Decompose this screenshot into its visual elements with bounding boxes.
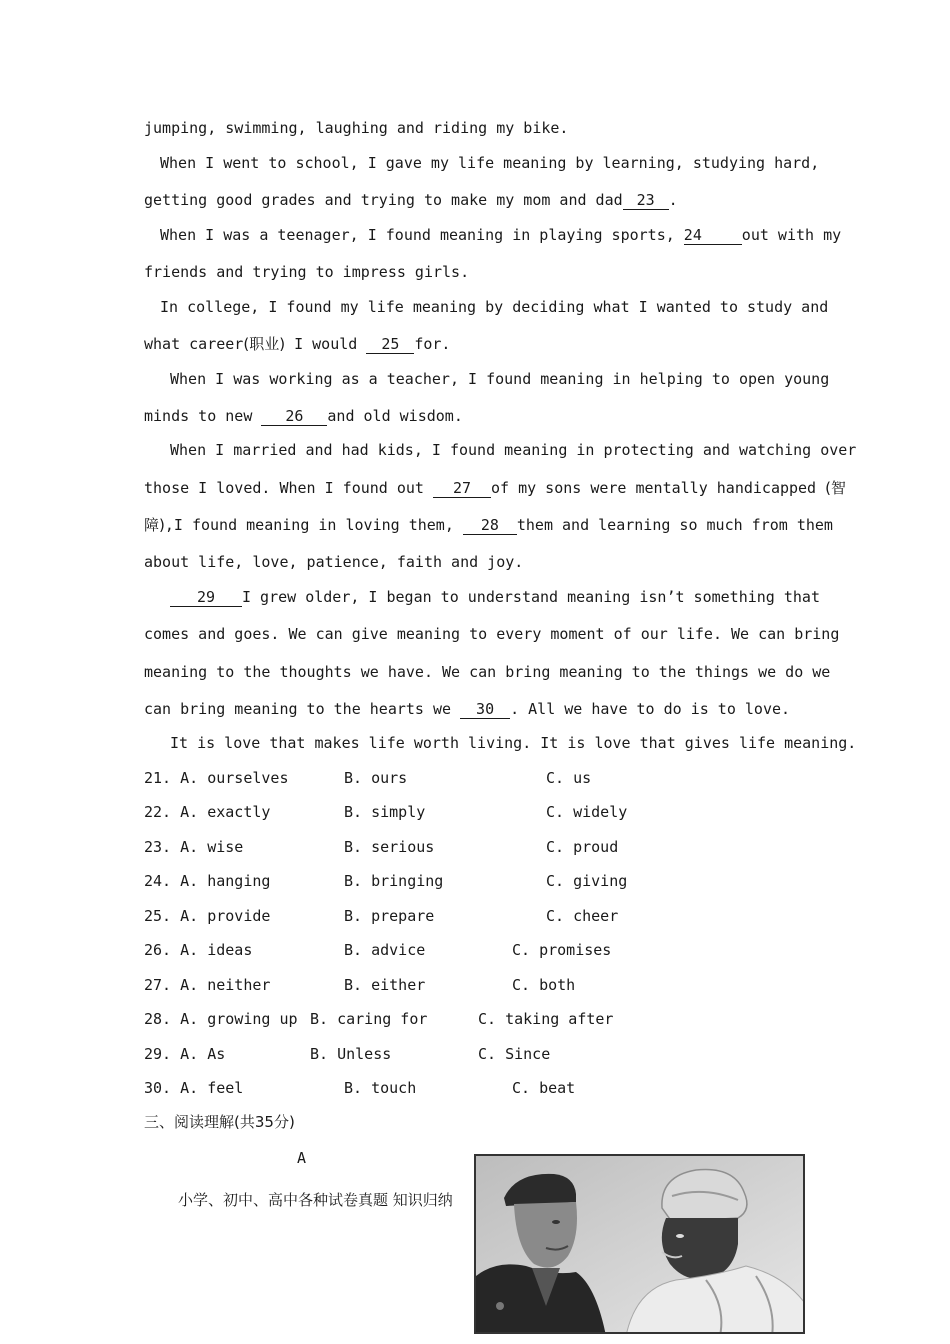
question-23-c: C. proud xyxy=(546,838,619,856)
question-30-b: B. touch xyxy=(344,1079,417,1097)
question-21-b: B. ours xyxy=(344,769,408,787)
passage-line: 障),I found meaning in loving them, 28 them and learning so much from them xyxy=(144,516,833,534)
passage-line: When I went to school, I gave my life meaning by learning, studying hard, xyxy=(160,154,820,172)
question-29-b: B. Unless xyxy=(310,1045,392,1063)
question-25-b: B. prepare xyxy=(344,907,435,925)
blank-24: 24 xyxy=(684,227,742,245)
blank-23: 23 xyxy=(623,192,669,210)
question-21-a: 21. A. ourselves xyxy=(144,769,289,787)
passage-line: getting good grades and trying to make my mom and dad 23 . xyxy=(144,191,678,209)
question-27-a: 27. A. neither xyxy=(144,976,271,994)
question-27-c: C. both xyxy=(512,976,576,994)
question-23-a: 23. A. wise xyxy=(144,838,244,856)
question-27-b: B. either xyxy=(344,976,426,994)
passage-line: When I married and had kids, I found meaning in protecting and watching over xyxy=(170,441,857,459)
passage-line: jumping, swimming, laughing and riding my bike. xyxy=(144,119,569,137)
passage-line: what career(职业) I would 25 for. xyxy=(144,335,451,353)
passage-line: comes and goes. We can give meaning to every moment of our life. We can bring xyxy=(144,625,840,643)
question-24-a: 24. A. hanging xyxy=(144,872,271,890)
question-29-a: 29. A. As xyxy=(144,1045,226,1063)
passage-label: A xyxy=(297,1149,307,1167)
blank-30: 30 xyxy=(460,701,510,719)
watermark-text: 小学、初中、高中各种试卷真题 知识归纳 xyxy=(178,1191,453,1209)
question-30-a: 30. A. feel xyxy=(144,1079,244,1097)
passage-line: When I was working as a teacher, I found meaning in helping to open young xyxy=(170,370,830,388)
question-25-c: C. cheer xyxy=(546,907,619,925)
question-24-c: C. giving xyxy=(546,872,628,890)
blank-29: 29 xyxy=(170,589,242,607)
blank-26: 26 xyxy=(261,408,327,426)
passage-line: 29 I grew older, I began to understand meaning isn’t something that xyxy=(144,587,806,607)
question-30-c: C. beat xyxy=(512,1079,576,1097)
passage-line: minds to new 26 and old wisdom. xyxy=(144,407,463,425)
question-26-b: B. advice xyxy=(344,941,426,959)
photo-two-men xyxy=(476,1156,805,1334)
question-29-c: C. Since xyxy=(478,1045,551,1063)
question-26-a: 26. A. ideas xyxy=(144,941,253,959)
question-28-a: 28. A. growing up xyxy=(144,1010,298,1028)
passage-line: can bring meaning to the hearts we 30 . All we have to do is to love. xyxy=(144,700,791,718)
question-23-b: B. serious xyxy=(344,838,435,856)
blank-27: 27 xyxy=(433,480,491,498)
question-22-b: B. simply xyxy=(344,803,426,821)
blank-25: 25 xyxy=(366,336,414,354)
section-heading: 三、阅读理解(共35分) xyxy=(144,1113,295,1131)
question-26-c: C. promises xyxy=(512,941,612,959)
blank-28: 28 xyxy=(463,517,517,535)
question-28-c: C. taking after xyxy=(478,1010,614,1028)
reading-photo xyxy=(474,1154,805,1334)
question-21-c: C. us xyxy=(546,769,592,787)
question-22-c: C. widely xyxy=(546,803,628,821)
passage-line: When I was a teenager, I found meaning in playing sports, 24 out with my xyxy=(160,226,842,244)
question-22-a: 22. A. exactly xyxy=(144,803,271,821)
passage-line: meaning to the thoughts we have. We can bring meaning to the things we do we xyxy=(144,663,831,681)
passage-line: It is love that makes life worth living. It is love that gives life meaning. xyxy=(170,734,857,752)
passage-line: friends and trying to impress girls. xyxy=(144,263,470,281)
question-25-a: 25. A. provide xyxy=(144,907,271,925)
passage-line: those I loved. When I found out 27 of my sons were mentally handicapped (智 xyxy=(144,479,846,497)
passage-line: In college, I found my life meaning by deciding what I wanted to study and xyxy=(160,298,829,316)
question-28-b: B. caring for xyxy=(310,1010,428,1028)
question-24-b: B. bringing xyxy=(344,872,444,890)
passage-line: about life, love, patience, faith and joy. xyxy=(144,553,524,571)
